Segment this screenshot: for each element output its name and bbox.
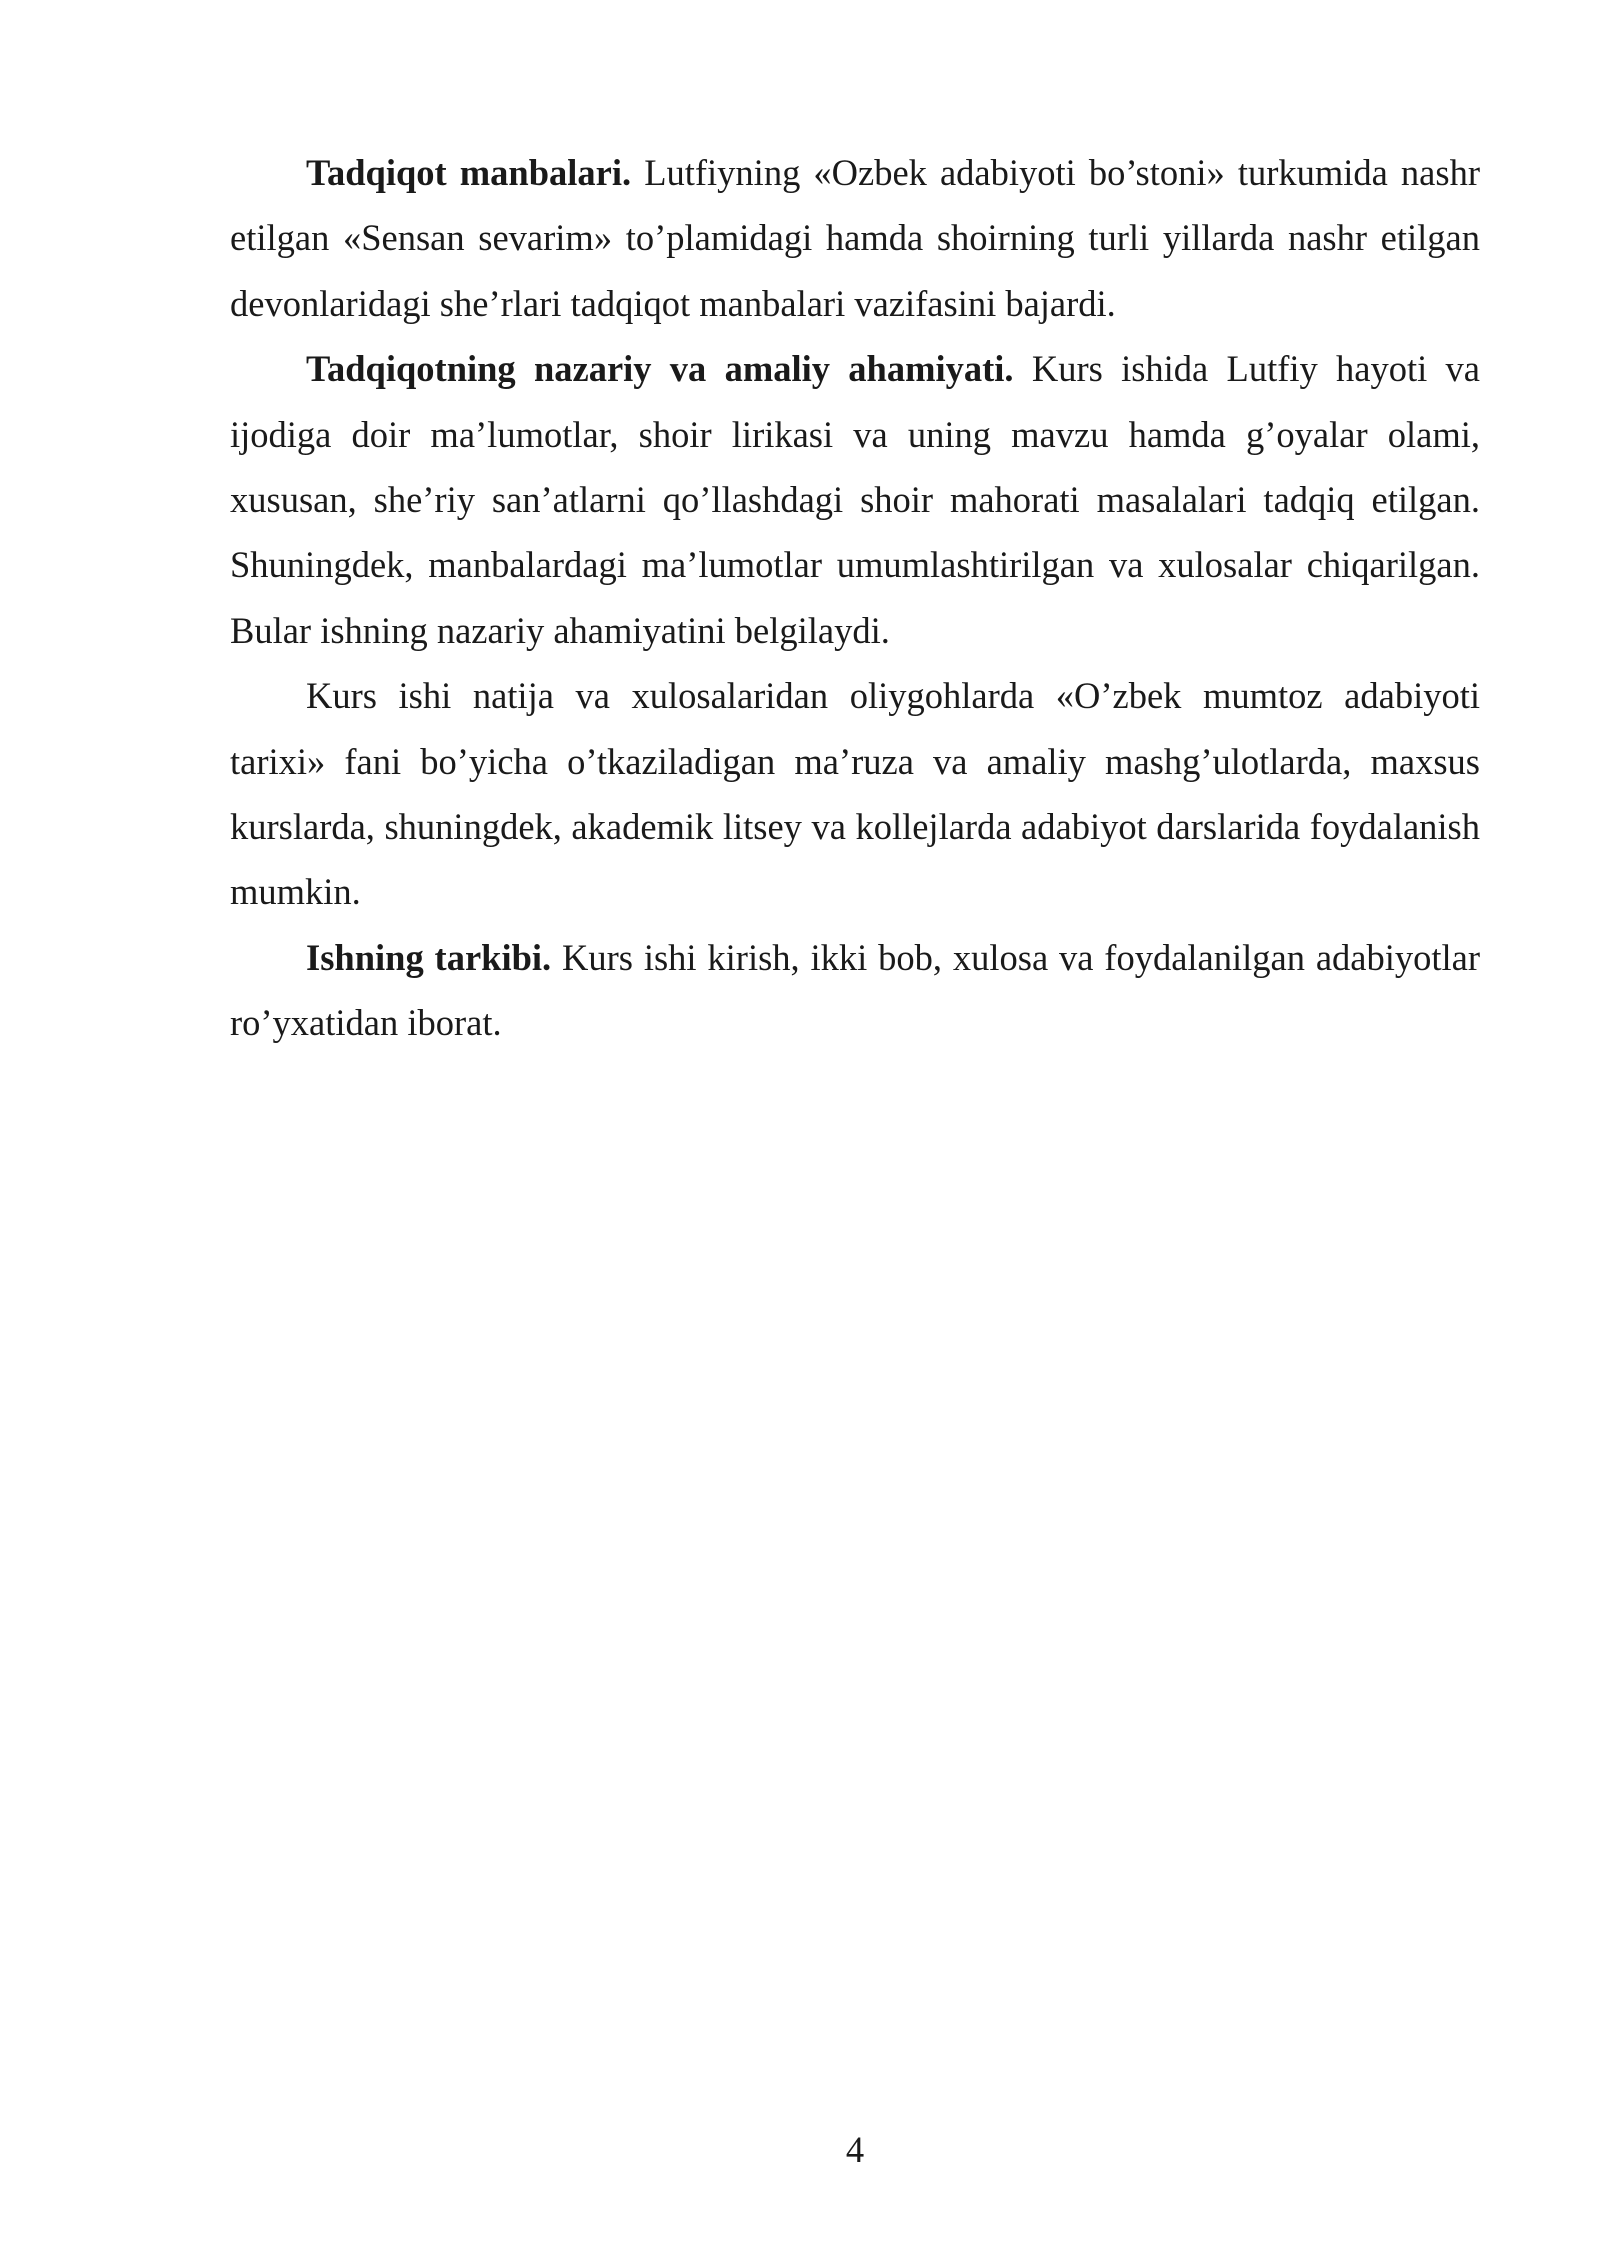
- paragraph-text: Kurs ishi kirish, ikki bob, xulosa va foydalanilgan adabiyotlar ro’yxatidan iborat.: [230, 936, 1480, 1044]
- paragraph-research-sources: [230, 140, 1480, 336]
- paragraph-work-structure: [230, 925, 1480, 1056]
- paragraph-heading: Ishning tarkibi.: [306, 936, 552, 978]
- paragraph-text: Lutfiyning «Ozbek adabiyoti bo’stoni» turkumida nashr etilgan «Sensan sevarim» to’plamidagi hamda shoirning turli yillarda nashr etilgan devonlaridagi she’rlari tadqiqot manbalari vazifasini bajardi.: [230, 152, 1480, 324]
- paragraph-practical-use: [230, 663, 1480, 925]
- document-body: [230, 140, 1480, 1056]
- page-number: 4: [845, 2129, 865, 2170]
- paragraph-text: Kurs ishida Lutfiy hayoti va ijodiga doir ma’lumotlar, shoir lirikasi va uning mavzu hamda g’oyalar olami, xususan, she’riy san’atlarni qo’llashdagi shoir mahorati masalalari tadqiq etilgan. Shuningdek, manbalardagi ma’lumotlar umumlashtirilgan va xulosalar chiqarilgan. Bular ishning nazariy ahamiyatini belgilaydi.: [230, 348, 1480, 651]
- paragraph-heading: Tadqiqotning nazariy va amaliy ahamiyati.: [306, 348, 1014, 390]
- paragraph-theoretical-practical-significance: [230, 336, 1480, 663]
- paragraph-heading: Tadqiqot manbalari.: [306, 152, 632, 193]
- paragraph-text: Kurs ishi natija va xulosalaridan oliygohlarda «O’zbek mumtoz adabiyoti tarixi» fani bo’yicha o’tkaziladigan ma’ruza va amaliy mashg’ulotlarda, maxsus kurslarda, shuningdek, akademik litsey va kollejlarda adabiyot darslarida foydalanish mumkin.: [230, 675, 1480, 913]
